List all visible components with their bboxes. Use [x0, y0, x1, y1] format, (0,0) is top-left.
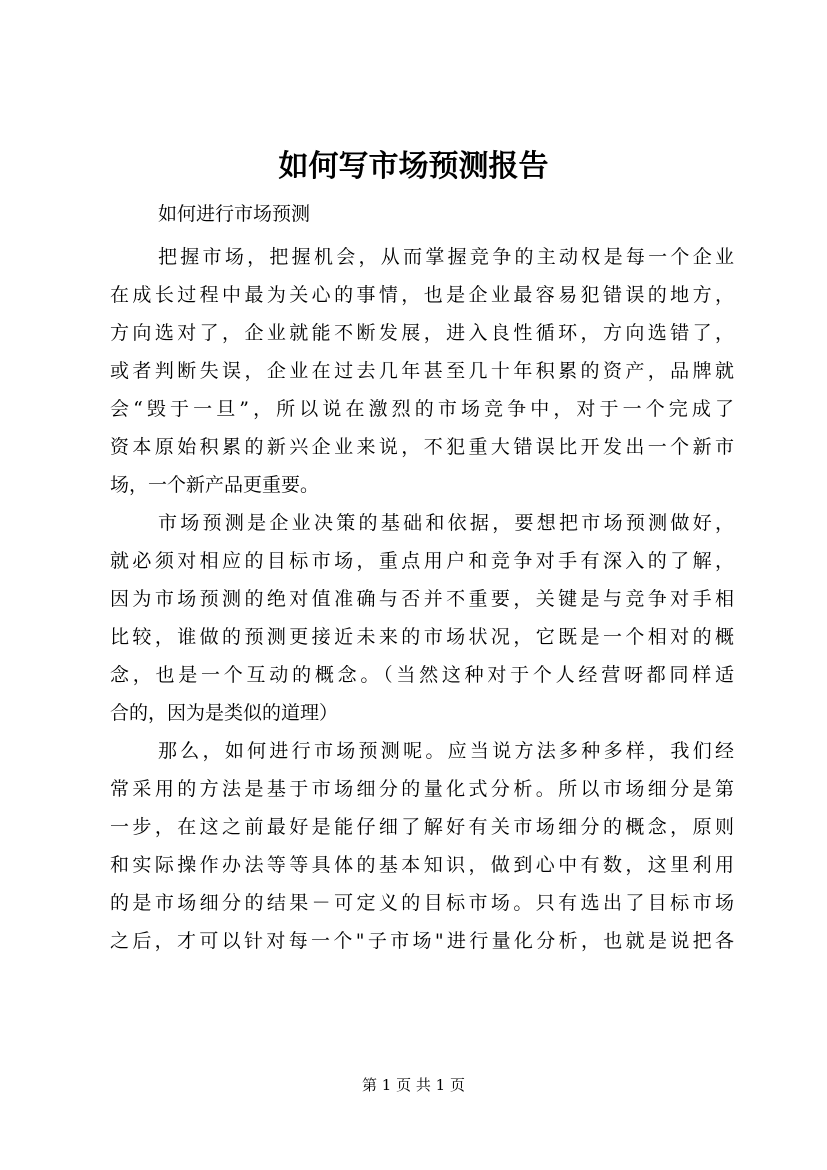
paragraph-line: 方向选对了，企业就能不断发展，进入良性循环，方向选错了，: [110, 322, 734, 344]
paragraph-line: 常采用的方法是基于市场细分的量化式分析。所以市场细分是第: [110, 778, 734, 800]
paragraph-1: [110, 238, 734, 504]
paragraph-3: [110, 732, 734, 960]
paragraph-line: 和实际操作办法等等具体的基本知识，做到心中有数，这里利用: [110, 854, 734, 876]
paragraph-line: 在成长过程中最为关心的事情，也是企业最容易犯错误的地方，: [110, 284, 734, 306]
paragraph-line: 合的，因为是类似的道理）: [110, 702, 339, 724]
paragraph-line: 场，一个新产品更重要。: [110, 474, 320, 496]
page-title: 如何写市场预测报告: [278, 149, 549, 184]
paragraph-2: [110, 504, 734, 732]
page-footer: 第 1 页 共 1 页: [362, 1076, 465, 1094]
paragraph-line: 之后，才可以针对每一个"子市场"进行量化分析，也就是说把各: [110, 930, 734, 952]
paragraph-line: 那么，如何进行市场预测呢。应当说方法多种多样，我们经: [158, 740, 734, 762]
paragraph-line: 一步，在这之前最好是能仔细了解好有关市场细分的概念，原则: [110, 816, 734, 838]
paragraph-line: 资本原始积累的新兴企业来说，不犯重大错误比开发出一个新市: [110, 436, 734, 458]
paragraph-line: 因为市场预测的绝对值准确与否并不重要，关键是与竞争对手相: [110, 588, 734, 610]
paragraph-line: 市场预测是企业决策的基础和依据，要想把市场预测做好，: [158, 512, 734, 534]
paragraph-line: 念，也是一个互动的概念。（当然这种对于个人经营呀都同样适: [110, 664, 734, 686]
document-body: [110, 238, 734, 960]
document-subtitle: 如何进行市场预测: [158, 203, 311, 225]
paragraph-line: 会“毁于一旦”，所以说在激烈的市场竞争中，对于一个完成了: [110, 398, 734, 420]
paragraph-line: 或者判断失误，企业在过去几年甚至几十年积累的资产，品牌就: [110, 360, 734, 382]
paragraph-line: 的是市场细分的结果－可定义的目标市场。只有选出了目标市场: [110, 892, 734, 914]
paragraph-line: 就必须对相应的目标市场，重点用户和竞争对手有深入的了解，: [110, 550, 734, 572]
paragraph-line: 比较，谁做的预测更接近未来的市场状况，它既是一个相对的概: [110, 626, 734, 648]
paragraph-line: 把握市场，把握机会，从而掌握竞争的主动权是每一个企业: [158, 246, 734, 268]
